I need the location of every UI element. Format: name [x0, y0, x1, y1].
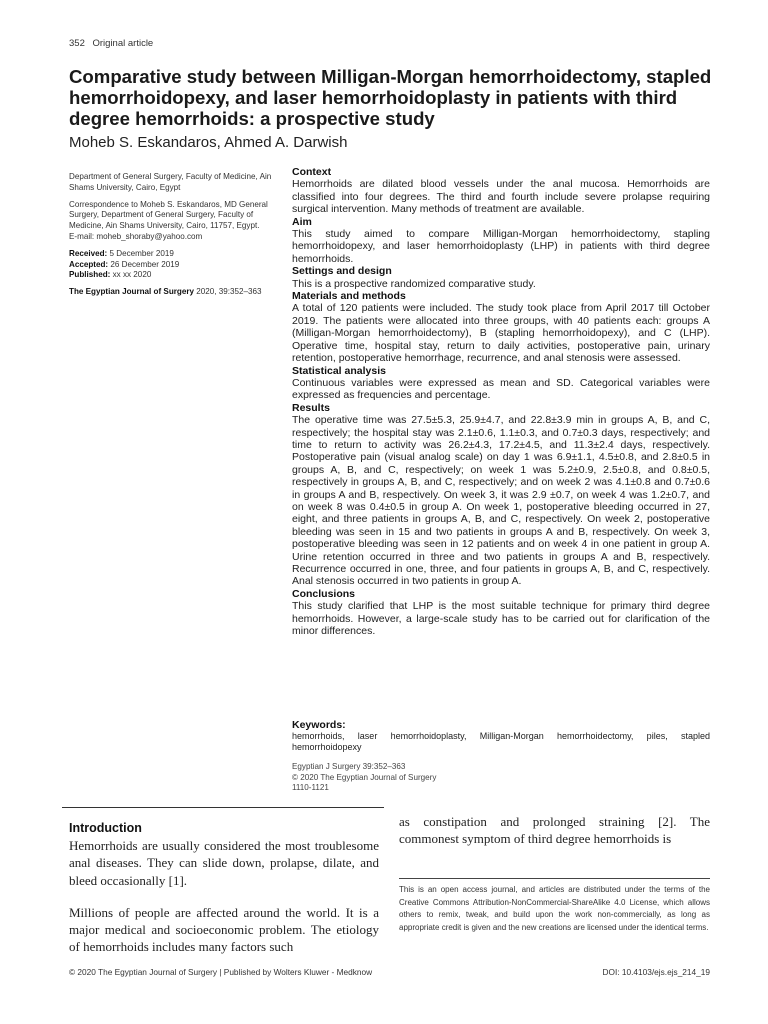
page-number: 352 [69, 38, 85, 49]
stats-text: Continuous variables were expressed as mean and SD. Categorical variables were expressed as frequencies and percentage. [292, 376, 710, 402]
stats-heading: Statistical analysis [292, 364, 386, 377]
aim-heading: Aim [292, 215, 312, 228]
affiliation: Department of General Surgery, Faculty of Medicine, Ain Shams University, Cairo, Egypt [69, 172, 272, 192]
right-column-text [399, 813, 710, 847]
keywords-text: hemorrhoids, laser hemorrhoidoplasty, Milligan-Morgan hemorrhoidectomy, piles, stapled hemorrhoidopexy [292, 731, 710, 752]
correspondence-text: Correspondence to Moheb S. Eskandaros, MD General Surgery, Department of General Surgery, Faculty of Medicine, Ain Shams University, Cairo, 11757, Egypt. [69, 199, 268, 231]
context-heading: Context [292, 166, 332, 178]
results-heading: Results [292, 401, 330, 414]
issn-line: 1110-1121 [292, 783, 329, 793]
journal-name: The Egyptian Journal of Surgery [69, 287, 195, 297]
author-info-sidebar [69, 172, 274, 304]
keywords-block [292, 720, 710, 753]
section-divider [62, 807, 384, 808]
received-label: Received: [69, 248, 108, 258]
introduction-para-2: Millions of people are affected around the world. It is a major medical and socioeconomic problem. The etiology of hemorrhoids includes many factors such [69, 904, 379, 955]
footer-copyright: © 2020 The Egyptian Journal of Surgery | Published by Wolters Kluwer - Medknow [69, 967, 373, 977]
introduction-para-1: Hemorrhoids are usually considered the most troublesome anal diseases. They can slide down, prolapse, dilate, and bleed occasionally [1]. [69, 838, 379, 888]
abstract [292, 166, 710, 637]
article-type: Original article [92, 38, 154, 49]
published-date: xx xx 2020 [112, 270, 152, 280]
license-divider [399, 878, 710, 879]
copyright-line: © 2020 The Egyptian Journal of Surgery [292, 772, 437, 782]
continued-text: as constipation and prolonged straining [2]. The commonest symptom of third degree hemorrhoids is [399, 814, 710, 847]
introduction-section [69, 820, 379, 970]
conclusions-text: This study clarified that LHP is the most suitable technique for primary third degree hemorrhoids. However, a large-scale study has to be carried out for clarification of the minor differences. [292, 600, 710, 638]
context-text: Hemorrhoids are dilated blood vessels under the anal mucosa. Hemorrhoids are classified into four degrees. The third and fourth include severe prolapse requiring surgical intervention. Many methods of treatment are available. [292, 178, 710, 216]
introduction-heading: Introduction [69, 821, 142, 835]
journal-info [292, 762, 436, 794]
journal-citation [69, 287, 274, 298]
email: E-mail: moheb_shoraby@yahoo.com [69, 231, 203, 241]
license-notice: This is an open access journal, and articles are distributed under the terms of the Creative Commons Attribution-NonCommercial-ShareAlike 4.0 License, which allows others to remix, tweak, and build upon the work non-commercially, as long as appropriate credit is given and the new creations are licensed under the identical terms. [399, 885, 710, 932]
aim-text: This study aimed to compare Milligan-Morgan hemorrhoidectomy, stapling hemorrhoidopexy, and laser hemorrhoidoplasty (LHP) in patients with third degree hemorrhoids. [292, 228, 710, 265]
materials-text: A total of 120 patients were included. The study took place from April 2017 till October 2019. The patients were allocated into three groups, with 40 patients each: groups A (Milligan-Morgan hemorrhoidectomy), B (stapling hemorrhoidopexy), and C (LHP). Operative time, hospital stay, return to daily activities, postoperative pain, urinary retention, postoperative hemorrhage, recurrence, and anal stenosis were assessed. [292, 302, 710, 365]
dates [69, 249, 274, 281]
materials-heading: Materials and methods [292, 290, 406, 303]
article-title: Comparative study between Milligan-Morgan hemorrhoidectomy, stapled hemorrhoidopexy, and laser hemorrhoidoplasty in patients with third degree hemorrhoids: a prospective study [69, 66, 712, 129]
correspondence [69, 200, 274, 243]
footer-doi: DOI: 10.4103/ejs.ejs_214_19 [602, 967, 710, 977]
conclusions-heading: Conclusions [292, 587, 356, 600]
settings-heading: Settings and design [292, 265, 392, 278]
published-label: Published: [69, 270, 111, 280]
journal-volume: 2020, 39:352–363 [196, 287, 262, 297]
journal-info-line: Egyptian J Surgery 39:352–363 [292, 762, 406, 771]
results-text: The operative time was 27.5±5.3, 25.9±4.7, and 22.8±3.9 min in groups A, B, and C, respectively; the hospital stay was 2.1±0.6, 1.1±0.3, and 0.7±0.3 days, respectively; and time to return to activity was 26.2±4.3, 17.2±4.5, and 11.3±2.4 days, respectively. Postoperative pain (visual analog scale) on day 1 was 6.9±1.1, 4.5±0.8, and 2.8±0.5 in groups A, B, and C, respectively; on week 1 was 5.2±0.9, 2.5±0.8, and 0.8±0.5, respectively in groups A, B, and C, respectively; and on week 2 was 4.1±0.8 and 0.7±0.6 in groups A and B, respectively. On week 3, it was 2.9 ±0.7, on week 4 was 1.2±0.7, and on week 8 was 0.4±0.5 in group A. On week 1, postoperative bleeding occurred in 27, eight, and three patients in groups A, B, and C, respectively. On week 2, postoperative bleeding was seen in 15 and two patients in groups A and B, respectively. On week 3, postoperative bleeding was seen in 12 patients and on week 4 in one patient in group A. Urine retention occurred in three and two patients in groups A and B, respectively. Recurrence occurred in one, three, and four patients in groups A, B, and C, respectively. Anal stenosis occurred in two patients in group A. [292, 414, 710, 588]
accepted-date: 26 December 2019 [110, 259, 180, 269]
running-header [69, 38, 153, 49]
accepted-label: Accepted: [69, 259, 109, 269]
authors: Moheb S. Eskandaros, Ahmed A. Darwish [69, 134, 348, 151]
keywords-heading: Keywords: [292, 719, 346, 731]
settings-text: This is a prospective randomized comparative study. [292, 277, 536, 290]
received-date: 5 December 2019 [109, 248, 174, 258]
